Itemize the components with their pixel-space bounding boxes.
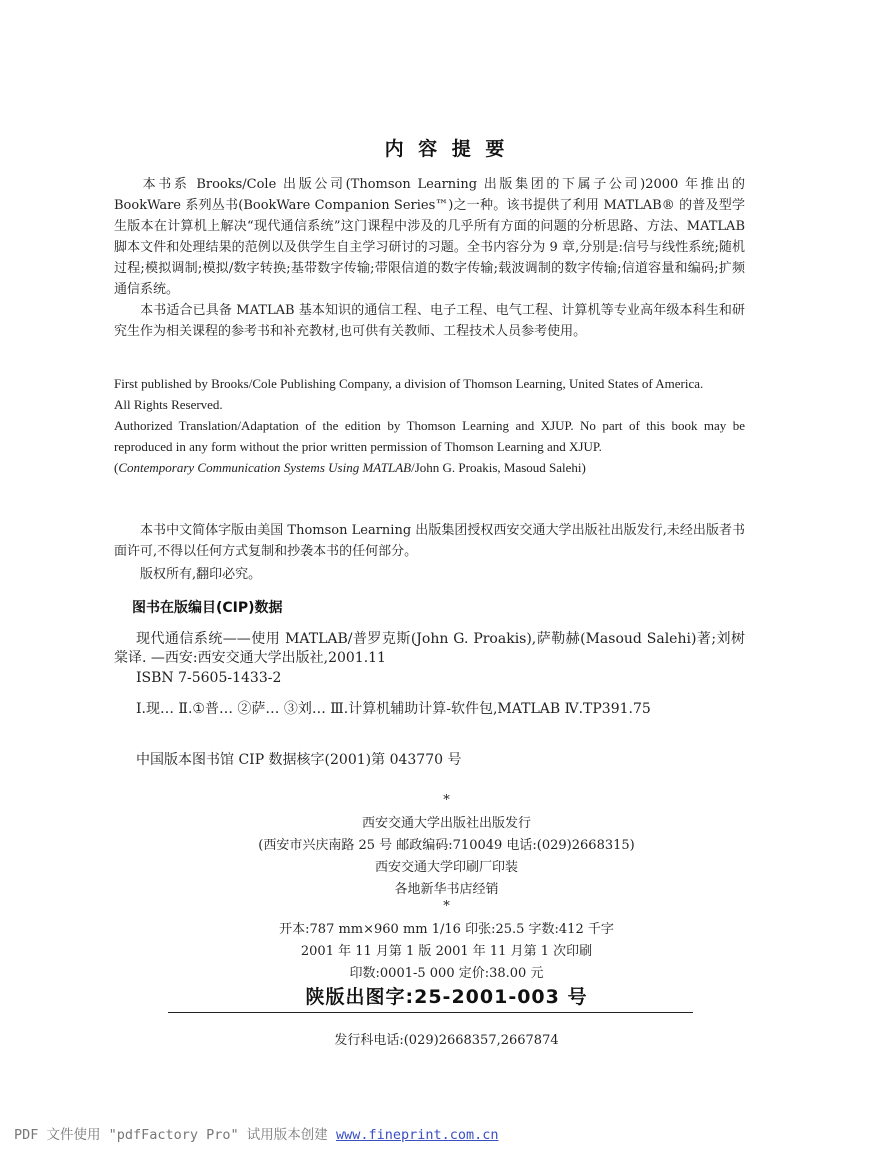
publisher-distributor: 各地新华书店经销 <box>394 882 499 897</box>
original-book-title: Contemporary Communication Systems Using MATLAB <box>118 460 412 475</box>
cip-classification: Ⅰ.现… Ⅱ.①普… ②萨… ③刘… Ⅲ.计算机辅助计算-软件包,MATLAB Ⅳ.TP391.75 <box>136 701 651 717</box>
print-run-and-price: 印数:0001-5 000 定价:38.00 元 <box>349 966 544 981</box>
summary-paragraph-2-text: 本书适合已具备 MATLAB 基本知识的通信工程、电子工程、电气工程、计算机等专业高年级本科生和研究生作为相关课程的参考书和补充教材,也可供有关教师、工程技术人员参考使用。 <box>114 303 745 339</box>
pdf-watermark-footer <box>14 1123 499 1143</box>
summary-paragraph-1 <box>114 174 745 300</box>
cip-title: 图书在版编目(CIP)数据 <box>132 600 283 616</box>
rights-paragraph-1 <box>114 520 745 562</box>
summary-heading: 内 容 提 要 <box>384 138 509 160</box>
english-first-published: First published by Brooks/Cole Publishing Company, a division of Thomson Learning, United States of America. <box>114 376 704 391</box>
original-authors: /John G. Proakis, Masoud Salehi) <box>411 460 586 475</box>
rights-paragraph-1-text: 本书中文简体字版由美国 Thomson Learning 出版集团授权西安交通大学出版社出版发行,未经出版者书面许可,不得以任何方式复制和抄袭本书的任何部分。 <box>114 523 745 559</box>
summary-paragraph-2 <box>114 300 745 342</box>
english-original-title-line: (Contemporary Communication Systems Using MATLAB/John G. Proakis, Masoud Salehi) <box>114 460 586 475</box>
cip-record: 现代通信系统——使用 MATLAB/普罗克斯(John G. Proakis),萨勒赫(Masoud Salehi)著;刘树棠译. —西安:西安交通大学出版社,2001.11 <box>114 631 745 666</box>
publisher-issuer: 西安交通大学出版社出版发行 <box>361 816 531 831</box>
horizontal-rule <box>168 1012 693 1013</box>
distribution-phone: 发行科电话:(029)2668357,2667874 <box>334 1033 559 1048</box>
book-edition: 2001 年 11 月第 1 版 2001 年 11 月第 1 次印刷 <box>300 944 593 959</box>
separator-star-2: * <box>443 899 450 914</box>
separator-star-1: * <box>443 793 450 808</box>
pdf-watermark-text: PDF 文件使用 "pdfFactory Pro" 试用版本创建 <box>14 1127 336 1143</box>
publisher-address: (西安市兴庆南路 25 号 邮政编码:710049 电话:(029)2668315) <box>258 838 635 853</box>
registration-number: 陕版出图字:25-2001-003 号 <box>305 986 588 1008</box>
english-rights-reserved: All Rights Reserved. <box>114 397 223 412</box>
english-authorized-translation: Authorized Translation/Adaptation of the edition by Thomson Learning and XJUP. No part of this book may be reproduced in any form without the prior written permission of Thomson Learning and XJUP. <box>114 418 745 454</box>
publisher-printer: 西安交通大学印刷厂印装 <box>374 860 518 875</box>
cip-verification: 中国版本图书馆 CIP 数据核字(2001)第 043770 号 <box>136 752 462 768</box>
fineprint-link[interactable]: www.fineprint.com.cn <box>335 1127 499 1143</box>
english-copyright-block <box>114 373 745 478</box>
cip-isbn: ISBN 7-5605-1433-2 <box>136 670 282 686</box>
book-format: 开本:787 mm×960 mm 1/16 印张:25.5 字数:412 千字 <box>279 922 614 937</box>
summary-paragraph-1-text: 本书系 Brooks/Cole 出版公司(Thomson Learning 出版集团的下属子公司)2000 年推出的 BookWare 系列丛书(BookWare Companion Series™)之一种。该书提供了利用 MATLAB® 的普及型学生版本在计算机上解决“现代通信系统”这门课程中涉及的几乎所有方面的问题的分析思路、方法、MATLAB 脚本文件和处理结果的范例以及供学生自主学习研讨的习题。全书内容分为 9 章,分别是:信号与线性系统;随机过程;模拟调制;模拟/数字转换;基带数字传输;带限信道的数字传输;载波调制的数字传输;信道容量和编码;扩频通信系统。 <box>114 177 745 297</box>
rights-paragraph-2: 版权所有,翻印必究。 <box>140 567 262 582</box>
